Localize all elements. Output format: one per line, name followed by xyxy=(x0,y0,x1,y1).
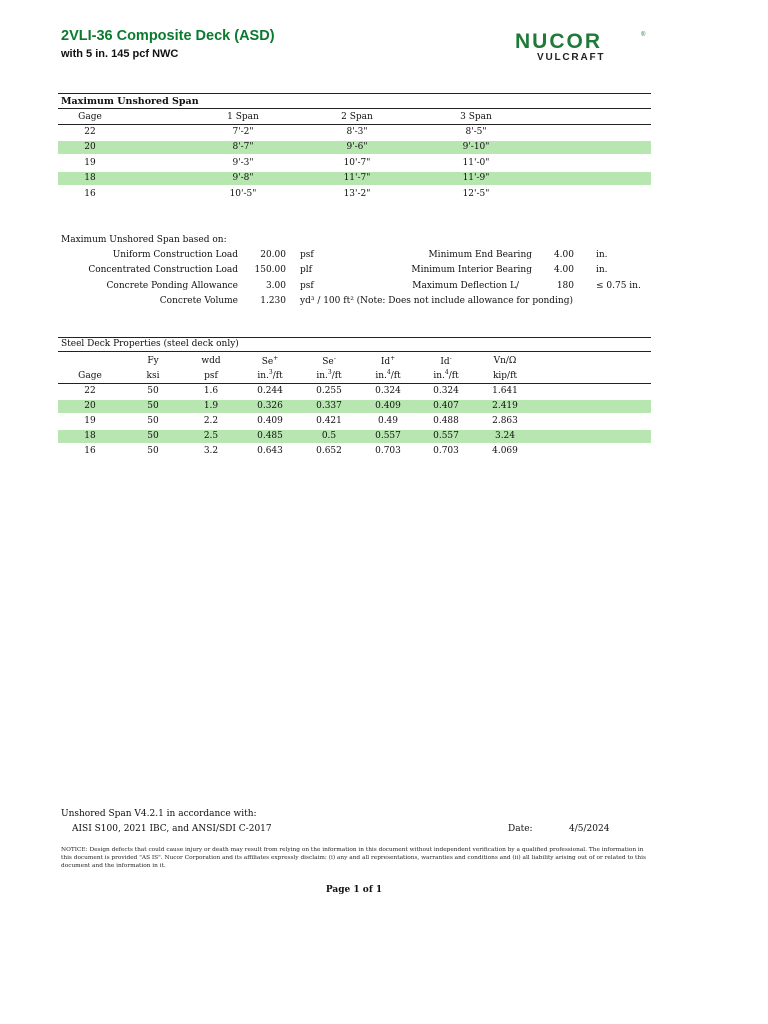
span-cell-gage: 20 xyxy=(84,142,96,152)
props-unit-id-minus-suffix: /ft xyxy=(448,371,459,381)
props-cell: 0.421 xyxy=(316,416,342,426)
span-header-1-span: 1 Span xyxy=(227,112,259,122)
props-cell: 0.49 xyxy=(377,416,399,426)
props-cell: 0.324 xyxy=(375,386,401,396)
page-number: Page 1 of 1 xyxy=(325,885,383,895)
props-unit-id-plus xyxy=(363,371,413,381)
span-cell-1: 9'-8" xyxy=(232,173,254,183)
props-cell: 50 xyxy=(147,401,159,411)
basis-value: 4.00 xyxy=(553,250,574,260)
props-cell: 0.703 xyxy=(375,446,401,456)
span-header-3-span: 3 Span xyxy=(460,112,492,122)
props-cell: 0.557 xyxy=(375,431,401,441)
span-cell-3: 12'-5" xyxy=(462,189,490,199)
props-header-se-plus-label: Se xyxy=(261,357,274,367)
props-unit-id-plus-base: in. xyxy=(375,371,387,381)
span-table-header xyxy=(58,111,651,124)
props-cell: 3.24 xyxy=(494,431,516,441)
logo-nucor-text: NUCOR xyxy=(515,30,602,53)
basis-label: Concentrated Construction Load xyxy=(88,265,238,275)
props-unit-id-minus xyxy=(421,371,471,381)
span-cell-3: 8'-5" xyxy=(465,127,487,137)
table-row xyxy=(58,400,651,413)
span-cell-2: 13'-2" xyxy=(343,189,371,199)
props-cell: 2.2 xyxy=(203,416,219,426)
basis-value: 3.00 xyxy=(265,281,286,291)
props-cell: 0.409 xyxy=(375,401,401,411)
span-header-2-span: 2 Span xyxy=(341,112,373,122)
props-header-id-minus-sup: - xyxy=(449,355,452,362)
span-cell-1: 10'-5" xyxy=(229,189,257,199)
basis-unit: psf xyxy=(300,281,314,291)
props-unit-se-plus-base: in. xyxy=(257,371,269,381)
props-cell: 0.407 xyxy=(433,401,459,411)
span-table-title: Maximum Unshored Span xyxy=(61,96,199,107)
props-header-id-minus xyxy=(421,357,471,367)
span-cell-3: 11'-0" xyxy=(462,158,490,168)
props-header-se-minus xyxy=(304,357,354,367)
props-cell: 2.5 xyxy=(203,431,219,441)
basis-value: 4.00 xyxy=(553,265,574,275)
span-table-header-rule xyxy=(58,124,651,125)
props-cell: 0.485 xyxy=(257,431,283,441)
props-unit-se-minus-sup: 3 xyxy=(327,369,332,376)
props-table-top-rule xyxy=(58,337,651,338)
span-header-gage: Gage xyxy=(78,112,102,122)
props-cell: 0.244 xyxy=(257,386,283,396)
props-cell: 0.326 xyxy=(257,401,283,411)
props-header-vn: Vn/Ω xyxy=(493,356,517,366)
props-unit-se-minus-base: in. xyxy=(316,371,328,381)
props-cell: 0.337 xyxy=(316,401,342,411)
props-unit-id-plus-suffix: /ft xyxy=(390,371,401,381)
props-cell: 19 xyxy=(84,416,96,426)
props-table-header-rule xyxy=(58,383,651,384)
footer-notice: NOTICE: Design defects that could cause injury or death may result from relying on the information in this document without independent verification by a qualified professional. The information in this document is provided "AS IS". Nucor Corporation and its affiliates expressly disclaim: (i) any and all representations, warranties and conditions and (ii) all liability arising out of or related to this document and the information in it. xyxy=(61,847,646,869)
basis-unit: psf xyxy=(300,250,314,260)
table-row xyxy=(58,141,651,154)
props-table-title: Steel Deck Properties (steel deck only) xyxy=(61,339,239,349)
table-row xyxy=(58,445,651,458)
props-cell: 18 xyxy=(84,431,96,441)
concrete-volume-unit: yd³ / 100 ft² (Note: Does not include allowance for ponding) xyxy=(300,296,574,306)
logo-vulcraft-text: VULCRAFT xyxy=(537,52,606,63)
props-header-se-minus-sup: - xyxy=(333,355,336,362)
props-unit-se-minus-suffix: /ft xyxy=(331,371,342,381)
props-header-id-plus xyxy=(363,357,413,367)
props-unit-vn: kip/ft xyxy=(492,371,518,381)
props-cell: 0.703 xyxy=(433,446,459,456)
props-unit-se-minus xyxy=(304,371,354,381)
span-cell-2: 8'-3" xyxy=(346,127,368,137)
props-cell: 2.419 xyxy=(492,401,518,411)
props-cell: 0.409 xyxy=(257,416,283,426)
props-cell: 4.069 xyxy=(492,446,518,456)
span-cell-gage: 22 xyxy=(84,127,96,137)
props-unit-id-plus-sup: 4 xyxy=(386,369,391,376)
props-unit-se-plus-suffix: /ft xyxy=(272,371,283,381)
span-cell-3: 9'-10" xyxy=(462,142,490,152)
nucor-vulcraft-logo xyxy=(515,30,650,66)
props-cell: 3.2 xyxy=(203,446,219,456)
basis-label: Concrete Volume xyxy=(159,296,238,306)
footer-date-label: Date: xyxy=(508,824,533,834)
props-cell: 50 xyxy=(147,386,159,396)
table-row xyxy=(58,172,651,185)
props-unit-gage: Gage xyxy=(78,371,102,381)
props-cell: 20 xyxy=(84,401,96,411)
props-header-id-plus-sup: + xyxy=(390,355,396,362)
footer-version-line: Unshored Span V4.2.1 in accordance with: xyxy=(61,809,257,819)
table-row xyxy=(58,430,651,443)
props-cell: 0.324 xyxy=(433,386,459,396)
props-table-header xyxy=(58,356,651,383)
document-title: 2VLI-36 Composite Deck (ASD) xyxy=(61,28,275,44)
basis-unit: in. xyxy=(596,250,608,260)
span-cell-gage: 18 xyxy=(84,173,96,183)
basis-value: 20.00 xyxy=(260,250,286,260)
props-header-id-minus-label: Id xyxy=(440,357,450,367)
props-cell: 16 xyxy=(84,446,96,456)
props-table-title-rule xyxy=(58,351,651,352)
props-header-se-plus xyxy=(245,357,295,367)
props-cell: 50 xyxy=(147,416,159,426)
span-cell-1: 8'-7" xyxy=(232,142,254,152)
table-row xyxy=(58,385,651,398)
table-row xyxy=(58,188,651,201)
props-cell: 1.6 xyxy=(203,386,219,396)
span-cell-2: 10'-7" xyxy=(343,158,371,168)
basis-value: 150.00 xyxy=(254,265,286,275)
props-unit-fy: ksi xyxy=(146,371,160,381)
logo-registered-mark: ® xyxy=(641,32,646,38)
props-cell: 22 xyxy=(84,386,96,396)
props-cell: 0.488 xyxy=(433,416,459,426)
props-cell: 2.863 xyxy=(492,416,518,426)
basis-label: Minimum Interior Bearing xyxy=(411,265,532,275)
props-cell: 0.557 xyxy=(433,431,459,441)
basis-label: Maximum Deflection L/ xyxy=(412,281,519,291)
table-row xyxy=(58,415,651,428)
props-header-fy: Fy xyxy=(147,356,159,366)
span-cell-gage: 16 xyxy=(84,189,96,199)
span-cell-gage: 19 xyxy=(84,158,96,168)
table-row xyxy=(58,126,651,139)
basis-heading: Maximum Unshored Span based on: xyxy=(61,235,227,245)
props-unit-se-plus xyxy=(245,371,295,381)
props-cell: 0.652 xyxy=(316,446,342,456)
span-cell-3: 11'-9" xyxy=(462,173,490,183)
span-cell-2: 11'-7" xyxy=(343,173,371,183)
basis-value: 1.230 xyxy=(260,296,286,306)
footer-date-value: 4/5/2024 xyxy=(569,824,610,834)
props-cell: 0.255 xyxy=(316,386,342,396)
props-unit-id-minus-sup: 4 xyxy=(444,369,449,376)
props-cell: 1.641 xyxy=(492,386,518,396)
basis-value: 180 xyxy=(556,281,574,291)
span-cell-1: 7'-2" xyxy=(232,127,254,137)
props-header-id-plus-label: Id xyxy=(380,357,391,367)
props-cell: 0.5 xyxy=(321,431,337,441)
basis-label: Minimum End Bearing xyxy=(428,250,532,260)
basis-label: Uniform Construction Load xyxy=(112,250,238,260)
span-cell-2: 9'-6" xyxy=(346,142,368,152)
basis-unit: plf xyxy=(300,265,312,275)
basis-unit: ≤ 0.75 in. xyxy=(596,281,641,291)
footer-standards-line: AISI S100, 2021 IBC, and ANSI/SDI C-2017 xyxy=(72,824,272,834)
props-cell: 0.643 xyxy=(257,446,283,456)
props-unit-id-minus-base: in. xyxy=(433,371,445,381)
basis-label: Concrete Ponding Allowance xyxy=(106,281,238,291)
span-table-title-rule xyxy=(58,108,651,109)
table-row xyxy=(58,157,651,170)
props-cell: 50 xyxy=(147,446,159,456)
props-header-se-minus-label: Se xyxy=(322,357,334,367)
props-header-wdd: wdd xyxy=(201,356,221,366)
props-unit-se-plus-sup: 3 xyxy=(268,369,273,376)
basis-unit: in. xyxy=(596,265,608,275)
props-cell: 1.9 xyxy=(203,401,219,411)
props-cell: 50 xyxy=(147,431,159,441)
span-table-top-rule xyxy=(58,93,651,94)
span-cell-1: 9'-3" xyxy=(232,158,254,168)
document-subtitle: with 5 in. 145 pcf NWC xyxy=(61,48,179,60)
props-unit-wdd: psf xyxy=(204,371,218,381)
props-header-se-plus-sup: + xyxy=(273,355,279,362)
